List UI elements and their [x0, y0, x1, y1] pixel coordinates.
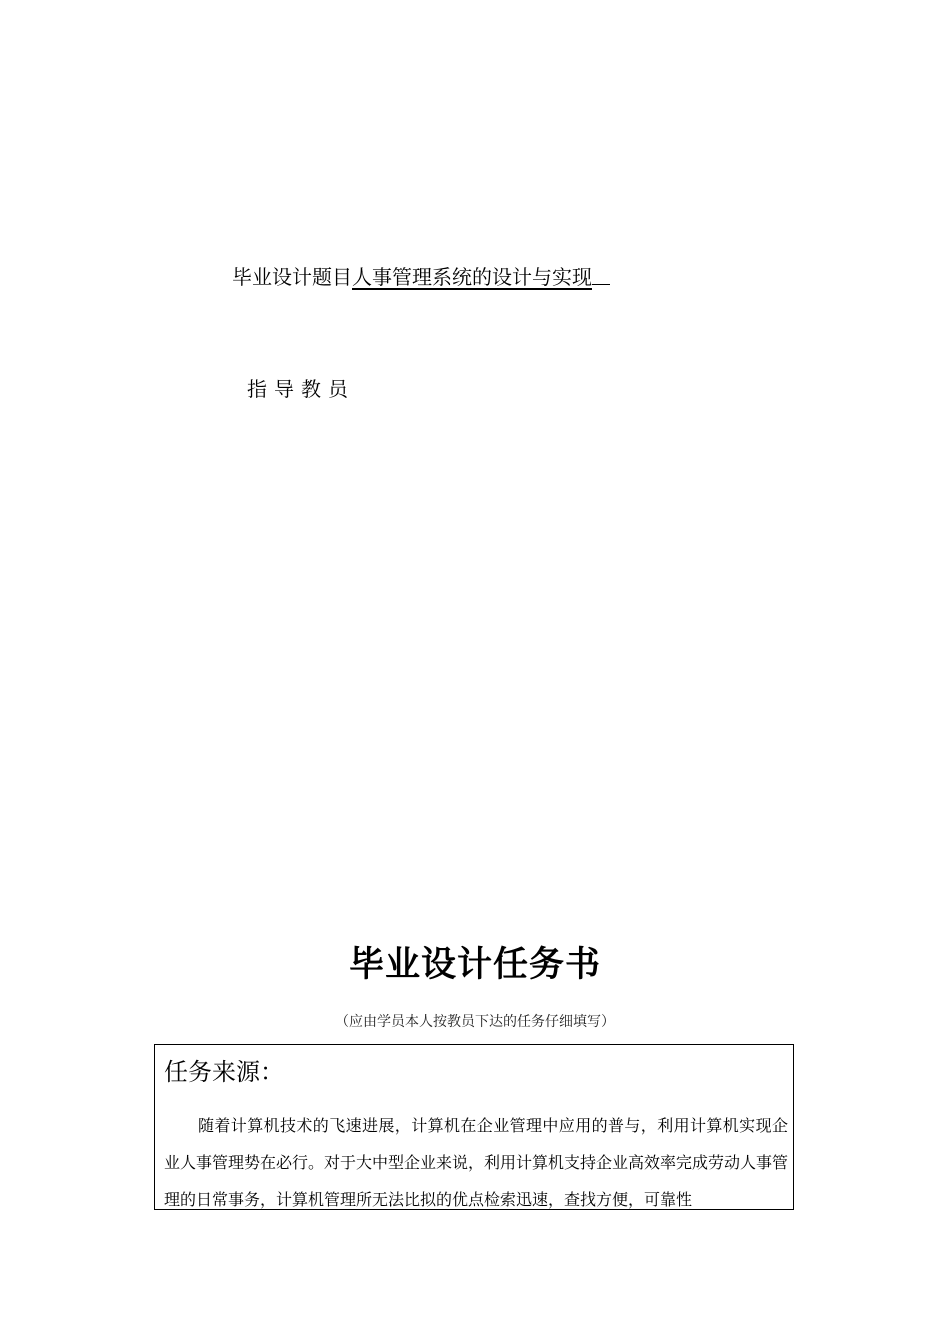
advisor-row [247, 374, 355, 404]
thesis-title-label: 毕业设计题目 [232, 265, 352, 289]
task-book-heading: 毕业设计任务书 [348, 945, 601, 985]
advisor-label: 指导教员 [247, 377, 355, 401]
task-book-note: （应由学员本人按教员下达的任务仔细填写） [335, 1014, 615, 1030]
thesis-title-row [232, 262, 610, 292]
task-source-paragraph: 随着计算机技术的飞速进展，计算机在企业管理中应用的普与，利用计算机实现企业人事管理势在必行。对于大中型企业来说，利用计算机支持企业高效率完成劳动人事管理的日常事务，计算机管理所无法比拟的优点检索迅速，查找方便，可靠性 [164, 1116, 789, 1209]
task-source-label: 任务来源： [164, 1058, 284, 1086]
task-source-box [154, 1044, 794, 1210]
task-source-body [164, 1107, 788, 1210]
title-underline-blank [592, 262, 610, 285]
thesis-title-value: 人事管理系统的设计与实现 [352, 265, 592, 289]
